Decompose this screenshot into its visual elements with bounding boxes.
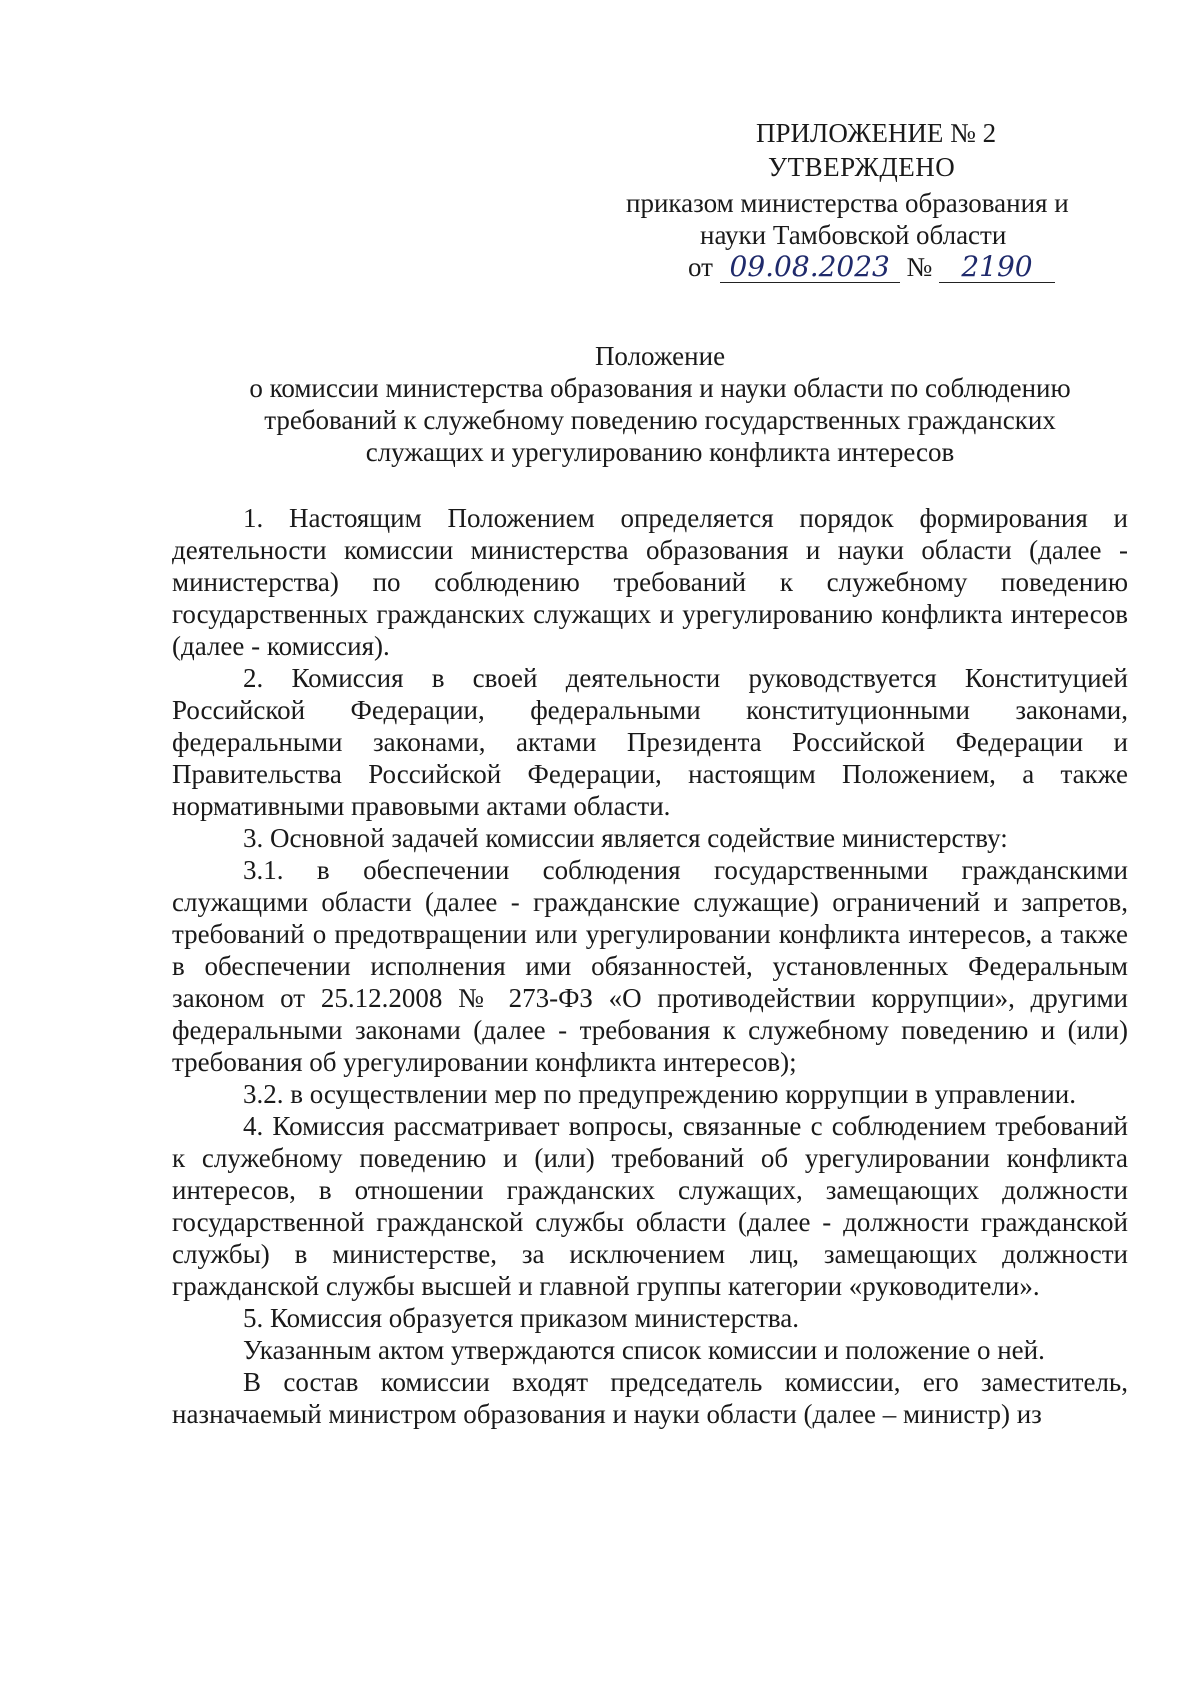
paragraph-3-2: 3.2. в осуществлении мер по предупреждению коррупции в управлении. bbox=[243, 1079, 1077, 1109]
paragraph-5: 5. Комиссия образуется приказом министерства. bbox=[243, 1303, 800, 1333]
order-line-1: приказом министерства образования и bbox=[626, 188, 1069, 218]
paragraph-5-act: Указанным актом утверждаются список комиссии и положение о ней. bbox=[243, 1335, 1045, 1365]
document-body bbox=[172, 502, 1128, 1430]
order-line-2: науки Тамбовской области bbox=[700, 220, 1007, 250]
handwritten-number: 2190 bbox=[939, 252, 1055, 283]
document-heading bbox=[150, 340, 1170, 468]
date-prefix: от bbox=[688, 252, 713, 282]
number-prefix: № bbox=[906, 252, 933, 282]
heading-title: Положение bbox=[594, 341, 726, 371]
paragraph-3-1: 3.1. в обеспечении соблюдения государственными гражданскими служащими области (далее - гражданские служащие) ограничений и запретов, требований о предотвращении или урегулировании конфликта интересов, а также в обеспечении исполнения ими обязанностей, установленных Федеральным законом от 25.12.2008 № 273-ФЗ «О противодействии коррупции», другими федеральными законами (далее - требования к служебному поведению и (или) требования об урегулировании конфликта интересов); bbox=[172, 855, 1128, 1077]
approved-stamp-text: УТВЕРЖДЕНО bbox=[768, 152, 956, 182]
paragraph-2: 2. Комиссия в своей деятельности руководствуется Конституцией Российской Федерации, федеральными конституционными законами, федеральными законами, актами Президента Российской Федерации и Правительства Российской Федерации, настоящим Положением, а также нормативными правовыми актами области. bbox=[172, 663, 1128, 821]
paragraph-1: 1. Настоящим Положением определяется порядок формирования и деятельности комиссии министерства образования и науки области (далее - министерства) по соблюдению требований к служебному поведению государственных гражданских служащих и урегулированию конфликта интересов (далее - комиссия). bbox=[172, 503, 1128, 661]
heading-line-3: служащих и урегулированию конфликта интересов bbox=[365, 437, 955, 467]
paragraph-3: 3. Основной задачей комиссии является содействие министерству: bbox=[243, 823, 1008, 853]
heading-line-2: требований к служебному поведению государственных гражданских bbox=[264, 405, 1056, 435]
order-date-line bbox=[688, 250, 1055, 284]
heading-line-1: о комиссии министерства образования и науки области по соблюдению bbox=[249, 373, 1071, 403]
paragraph-5-composition: В состав комиссии входят председатель комиссии, его заместитель, назначаемый министром образования и науки области (далее – министр) из bbox=[172, 1367, 1128, 1429]
appendix-title: ПРИЛОЖЕНИЕ № 2 bbox=[756, 118, 997, 148]
paragraph-4: 4. Комиссия рассматривает вопросы, связанные с соблюдением требований к служебному поведению и (или) требований об урегулировании конфликта интересов, в отношении гражданских служащих, замещающих должности государственной гражданской службы области (далее - должности гражданской службы) в министерстве, за исключением лиц, замещающих должности гражданской службы высшей и главной группы категории «руководители». bbox=[172, 1111, 1128, 1301]
handwritten-date: 09.08.2023 bbox=[720, 252, 900, 283]
